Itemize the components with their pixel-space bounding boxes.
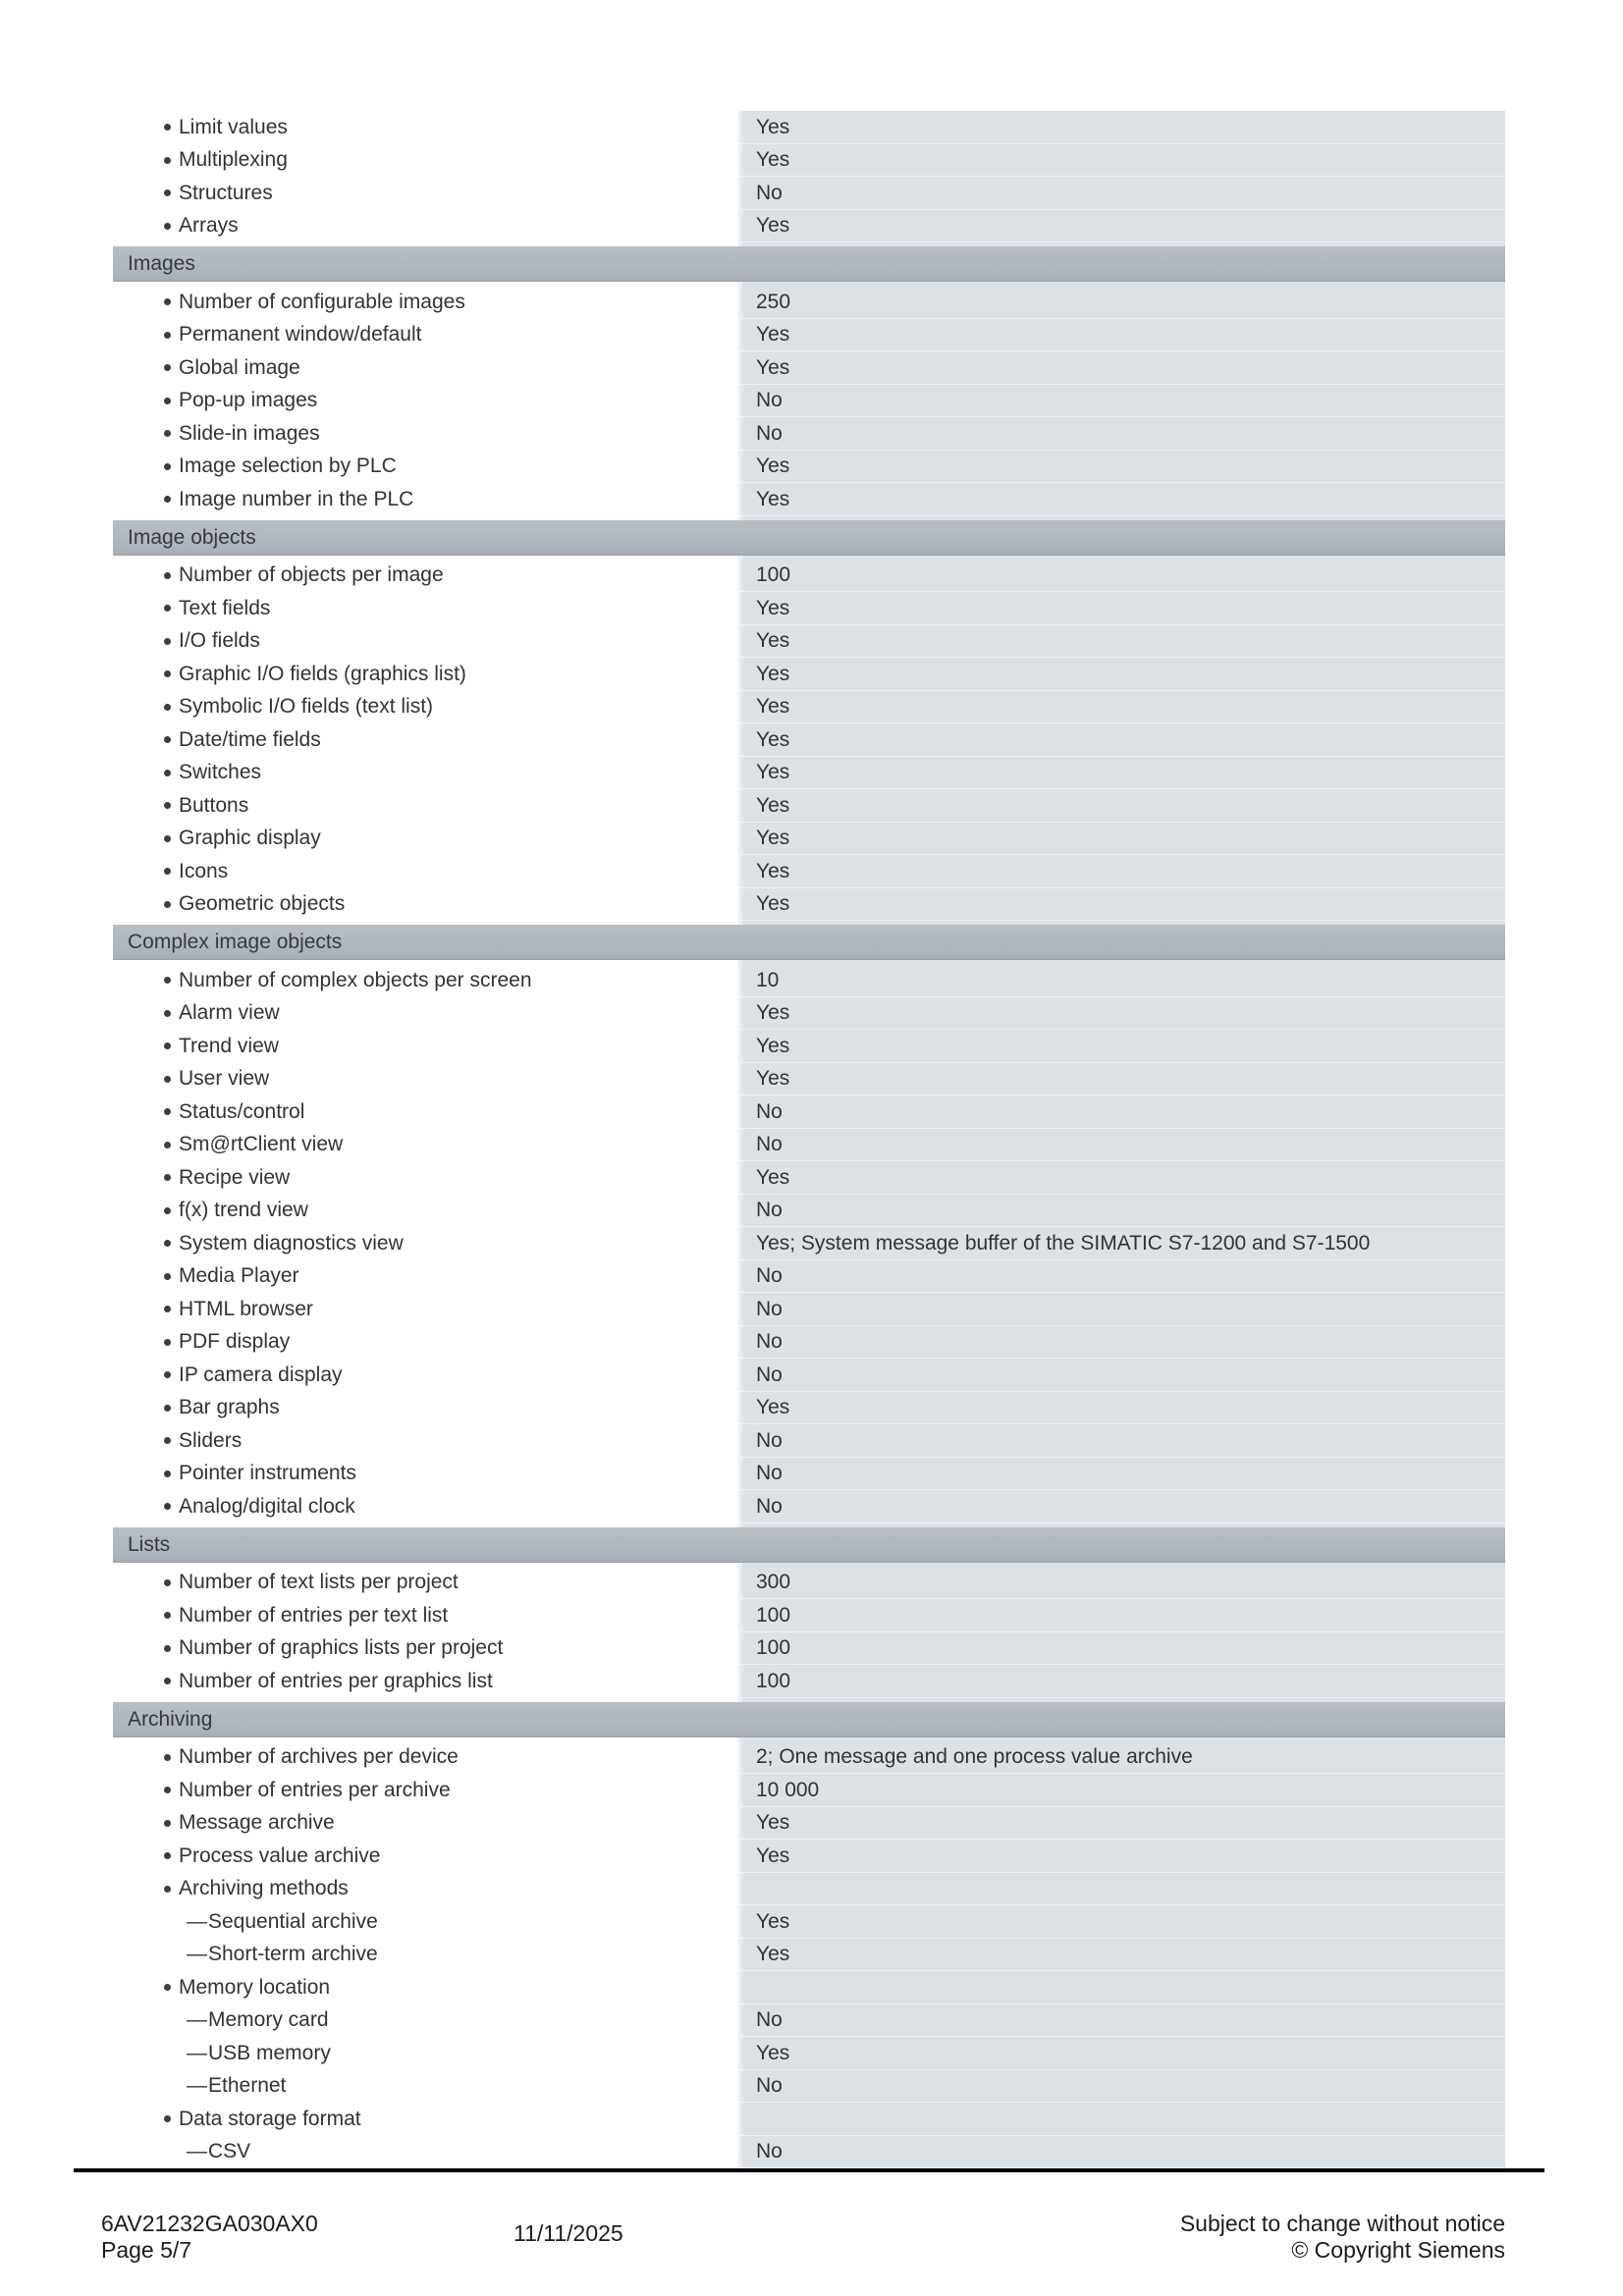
bullet-icon — [164, 572, 171, 579]
table-row — [113, 888, 1505, 922]
spec-label-cell — [113, 827, 738, 850]
bullet-icon — [164, 1371, 171, 1378]
spec-label: Recipe view — [179, 1165, 291, 1189]
table-row — [113, 111, 1505, 144]
bullet-icon — [164, 430, 171, 437]
spec-value: No — [738, 2004, 1505, 2038]
spec-label-cell — [113, 728, 738, 752]
table-row — [113, 1129, 1505, 1162]
spec-label: Image number in the PLC — [179, 487, 414, 510]
table-row — [113, 177, 1505, 210]
spec-label: Archiving methods — [179, 1877, 349, 1900]
table-row — [113, 1458, 1505, 1491]
footer-left — [101, 2211, 318, 2264]
spec-label: PDF display — [179, 1330, 291, 1354]
table-row — [113, 1293, 1505, 1326]
spec-label: Sm@rtClient view — [179, 1133, 344, 1156]
spec-value: No — [738, 1195, 1505, 1228]
spec-value: Yes — [738, 757, 1505, 790]
spec-label-cell — [113, 1067, 738, 1091]
table-row — [113, 1030, 1505, 1063]
bullet-icon — [164, 1142, 171, 1148]
spec-value: Yes — [738, 1807, 1505, 1841]
table-row — [113, 560, 1505, 593]
bullet-icon — [164, 1273, 171, 1280]
spec-label-cell — [113, 1976, 738, 2000]
spec-label: IP camera display — [179, 1362, 343, 1386]
copyright-notice: © Copyright Siemens — [1291, 2237, 1505, 2263]
spec-value: Yes — [738, 1161, 1505, 1195]
spec-label: Structures — [179, 181, 273, 204]
table-row — [113, 789, 1505, 823]
spec-label: Number of entries per graphics list — [179, 1669, 493, 1692]
table-row — [113, 691, 1505, 724]
spec-label: f(x) trend view — [179, 1199, 308, 1222]
spec-value: Yes — [738, 351, 1505, 385]
spec-label-cell — [113, 794, 738, 818]
bullet-icon — [164, 1852, 171, 1859]
bullet-icon — [164, 638, 171, 645]
spec-value: Yes — [738, 111, 1505, 144]
spec-label: Icons — [179, 859, 229, 882]
spec-label-cell — [113, 663, 738, 686]
spec-label-cell — [113, 1396, 738, 1419]
spec-label-cell — [113, 488, 738, 511]
spec-value — [738, 1971, 1505, 2004]
section-header-label: Image objects — [128, 525, 256, 549]
bullet-icon — [164, 1405, 171, 1412]
spec-label: Graphic I/O fields (graphics list) — [179, 662, 466, 685]
bullet-icon — [164, 364, 171, 371]
spec-value: No — [738, 1458, 1505, 1491]
table-row — [113, 1359, 1505, 1392]
bullet-icon — [164, 398, 171, 404]
spec-value: Yes — [738, 658, 1505, 691]
spec-label-cell — [113, 1811, 738, 1835]
bullet-icon — [164, 1108, 171, 1115]
spec-value: 10 000 — [738, 1774, 1505, 1807]
spec-label: Number of graphics lists per project — [179, 1636, 504, 1660]
dash-icon: — — [187, 2041, 207, 2064]
spec-label-cell — [113, 1100, 738, 1124]
spec-label-cell — [113, 2008, 738, 2032]
section-header — [113, 1527, 1505, 1563]
footer-right — [1180, 2211, 1505, 2264]
spec-label: Analog/digital clock — [179, 1494, 355, 1518]
spec-label-cell — [113, 454, 738, 478]
dash-icon: — — [187, 2008, 207, 2032]
bullet-icon — [164, 901, 171, 908]
bullet-icon — [164, 1010, 171, 1017]
table-row — [113, 417, 1505, 451]
spec-label: Number of archives per device — [179, 1745, 459, 1769]
bullet-icon — [164, 1503, 171, 1510]
table-row — [113, 997, 1505, 1031]
spec-table — [113, 111, 1505, 2168]
bullet-icon — [164, 189, 171, 196]
spec-value: 100 — [738, 560, 1505, 593]
bullet-icon — [164, 1787, 171, 1793]
article-number: 6AV21232GA030AX0 — [101, 2211, 318, 2236]
table-row — [113, 855, 1505, 888]
spec-value: No — [738, 2136, 1505, 2169]
spec-label-cell — [113, 116, 738, 139]
table-row — [113, 2037, 1505, 2070]
spec-value: No — [738, 1260, 1505, 1294]
spec-value: No — [738, 1424, 1505, 1458]
bullet-icon — [164, 1240, 171, 1247]
spec-label: Ethernet — [208, 2074, 287, 2098]
spec-value: Yes — [738, 1030, 1505, 1063]
bullet-icon — [164, 1754, 171, 1761]
spec-label: Short-term archive — [208, 1943, 378, 1966]
spec-label-cell — [113, 761, 738, 784]
bullet-icon — [164, 1042, 171, 1049]
spec-value: Yes — [738, 1840, 1505, 1873]
table-row — [113, 210, 1505, 243]
bullet-icon — [164, 1174, 171, 1181]
spec-label-cell — [113, 1462, 738, 1485]
bullet-icon — [164, 835, 171, 842]
spec-label: Text fields — [179, 596, 271, 619]
spec-value: Yes — [738, 319, 1505, 352]
spec-label: CSV — [208, 2140, 251, 2163]
bullet-icon — [164, 1306, 171, 1312]
spec-value: Yes — [738, 451, 1505, 484]
spec-label: Process value archive — [179, 1843, 381, 1867]
spec-value: Yes — [738, 210, 1505, 243]
spec-label: Date/time fields — [179, 727, 321, 751]
bullet-icon — [164, 1984, 171, 1991]
spec-label: Buttons — [179, 793, 249, 817]
spec-label: Pop-up images — [179, 389, 318, 412]
spec-label: Message archive — [179, 1811, 335, 1835]
spec-label-cell — [113, 969, 738, 992]
table-row — [113, 1392, 1505, 1425]
spec-label-cell — [113, 597, 738, 620]
table-row — [113, 757, 1505, 790]
section-header-label: Images — [128, 252, 195, 275]
section-header-label: Archiving — [128, 1707, 213, 1731]
spec-label: Global image — [179, 355, 300, 379]
bullet-icon — [164, 704, 171, 711]
spec-label-cell — [113, 356, 738, 380]
table-row — [113, 1939, 1505, 1972]
spec-label: Number of entries per archive — [179, 1778, 451, 1801]
bullet-icon — [164, 770, 171, 776]
spec-label: Number of objects per image — [179, 563, 444, 587]
bullet-icon — [164, 1076, 171, 1083]
spec-label-cell — [113, 1232, 738, 1255]
spec-value: 10 — [738, 964, 1505, 997]
spec-value: No — [738, 2070, 1505, 2104]
table-row — [113, 1599, 1505, 1632]
section-header-label: Lists — [128, 1532, 171, 1556]
spec-value: Yes — [738, 855, 1505, 888]
spec-value: No — [738, 1129, 1505, 1162]
bullet-icon — [164, 977, 171, 984]
section-header — [113, 520, 1505, 556]
spec-value: Yes — [738, 723, 1505, 757]
spec-value: Yes — [738, 1939, 1505, 1972]
spec-label-cell — [113, 1877, 738, 1900]
spec-label: Data storage format — [179, 2107, 361, 2130]
spec-label-cell — [113, 1330, 738, 1354]
dash-icon: — — [187, 1909, 207, 1933]
table-row — [113, 1195, 1505, 1228]
spec-label-cell — [113, 695, 738, 719]
table-row — [113, 1161, 1505, 1195]
bullet-icon — [164, 1207, 171, 1214]
spec-value: No — [738, 1095, 1505, 1129]
table-row — [113, 385, 1505, 418]
spec-label-cell — [113, 629, 738, 653]
spec-label-cell — [113, 1264, 738, 1288]
table-row — [113, 1424, 1505, 1458]
spec-label-cell — [113, 892, 738, 916]
spec-value — [738, 1873, 1505, 1906]
spec-label: User view — [179, 1067, 270, 1091]
spec-label: USB memory — [208, 2041, 331, 2064]
table-row — [113, 1632, 1505, 1666]
spec-value: Yes — [738, 2037, 1505, 2070]
spec-value: No — [738, 385, 1505, 418]
spec-label: Trend view — [179, 1034, 279, 1057]
spec-label: HTML browser — [179, 1297, 313, 1320]
table-row — [113, 451, 1505, 484]
table-row — [113, 351, 1505, 385]
bullet-icon — [164, 736, 171, 743]
footer-date: 11/11/2025 — [514, 2220, 623, 2246]
bullet-icon — [164, 298, 171, 305]
spec-value: No — [738, 177, 1505, 210]
spec-value: Yes — [738, 1905, 1505, 1939]
spec-label: Sliders — [179, 1428, 243, 1452]
spec-label-cell — [113, 1133, 738, 1156]
spec-value: 100 — [738, 1599, 1505, 1632]
spec-value — [738, 2103, 1505, 2136]
bullet-icon — [164, 670, 171, 677]
spec-label: Sequential archive — [208, 1909, 378, 1933]
table-row — [113, 964, 1505, 997]
bullet-icon — [164, 1886, 171, 1893]
bullet-icon — [164, 124, 171, 131]
spec-label-cell — [113, 1636, 738, 1660]
table-row — [113, 1971, 1505, 2004]
table-row — [113, 823, 1505, 856]
spec-value: No — [738, 1326, 1505, 1360]
spec-label-cell — [113, 2108, 738, 2131]
table-row — [113, 1741, 1505, 1775]
spec-label: Alarm view — [179, 1001, 280, 1025]
spec-label: Memory card — [208, 2008, 329, 2032]
spec-label-cell — [113, 1035, 738, 1058]
table-row — [113, 2103, 1505, 2136]
table-row — [113, 319, 1505, 352]
spec-label-cell — [113, 389, 738, 412]
spec-label-cell — [113, 860, 738, 883]
bullet-icon — [164, 463, 171, 470]
spec-label: Switches — [179, 761, 262, 784]
spec-value: Yes — [738, 483, 1505, 516]
bullet-icon — [164, 1612, 171, 1619]
footer-divider — [74, 2168, 1544, 2172]
spec-label: Image selection by PLC — [179, 454, 397, 478]
spec-label-cell — [113, 1670, 738, 1693]
spec-label: Multiplexing — [179, 148, 288, 172]
spec-value: Yes — [738, 592, 1505, 625]
spec-label: Number of entries per text list — [179, 1603, 449, 1627]
spec-label-cell — [113, 422, 738, 446]
table-row — [113, 1774, 1505, 1807]
bullet-icon — [164, 1470, 171, 1477]
table-row — [113, 625, 1505, 659]
spec-label-cell — [113, 2140, 738, 2163]
dash-icon: — — [187, 1943, 207, 1966]
spec-label: Status/control — [179, 1099, 305, 1123]
spec-label-cell — [113, 1495, 738, 1519]
spec-value: Yes — [738, 691, 1505, 724]
spec-label-cell — [113, 1943, 738, 1966]
dash-icon: — — [187, 2074, 207, 2098]
spec-value: No — [738, 1359, 1505, 1392]
spec-value: Yes — [738, 144, 1505, 178]
table-row — [113, 1063, 1505, 1096]
spec-value: 250 — [738, 286, 1505, 319]
spec-label-cell — [113, 2042, 738, 2065]
table-row — [113, 2136, 1505, 2169]
spec-label: Symbolic I/O fields (text list) — [179, 695, 434, 719]
spec-value: Yes — [738, 823, 1505, 856]
spec-label: Number of text lists per project — [179, 1571, 459, 1594]
table-row — [113, 592, 1505, 625]
section-header — [113, 246, 1505, 282]
bullet-icon — [164, 1820, 171, 1827]
spec-label: Number of complex objects per screen — [179, 968, 532, 991]
spec-label-cell — [113, 1298, 738, 1321]
spec-value: Yes — [738, 1063, 1505, 1096]
spec-label: Permanent window/default — [179, 323, 422, 347]
spec-value: No — [738, 1490, 1505, 1523]
table-row — [113, 1873, 1505, 1906]
table-row — [113, 658, 1505, 691]
table-row — [113, 1665, 1505, 1698]
spec-label: Slide-in images — [179, 421, 320, 445]
spec-label-cell — [113, 1779, 738, 1802]
dash-icon: — — [187, 2140, 207, 2163]
table-row — [113, 483, 1505, 516]
spec-label-cell — [113, 1844, 738, 1868]
spec-value: 100 — [738, 1665, 1505, 1698]
spec-value: Yes — [738, 997, 1505, 1031]
table-row — [113, 1807, 1505, 1841]
table-row — [113, 1567, 1505, 1600]
spec-label: I/O fields — [179, 629, 260, 653]
bullet-icon — [164, 2115, 171, 2122]
spec-label: Geometric objects — [179, 892, 346, 916]
bullet-icon — [164, 332, 171, 339]
table-row — [113, 1905, 1505, 1939]
table-row — [113, 1095, 1505, 1129]
spec-value: Yes — [738, 1392, 1505, 1425]
bullet-icon — [164, 1678, 171, 1684]
bullet-icon — [164, 496, 171, 503]
table-row — [113, 2070, 1505, 2104]
spec-label-cell — [113, 1199, 738, 1222]
table-row — [113, 2004, 1505, 2038]
bullet-icon — [164, 157, 171, 164]
spec-value: 300 — [738, 1567, 1505, 1600]
table-row — [113, 723, 1505, 757]
section-header — [113, 1702, 1505, 1737]
bullet-icon — [164, 1437, 171, 1444]
bullet-icon — [164, 1645, 171, 1652]
spec-label: Graphic display — [179, 827, 321, 850]
table-row — [113, 1260, 1505, 1294]
spec-label-cell — [113, 323, 738, 347]
bullet-icon — [164, 802, 171, 809]
spec-label-cell — [113, 1910, 738, 1934]
table-row — [113, 1326, 1505, 1360]
bullet-icon — [164, 1579, 171, 1586]
bullet-icon — [164, 223, 171, 230]
spec-label: Arrays — [179, 214, 239, 238]
spec-value: Yes — [738, 789, 1505, 823]
spec-label-cell — [113, 291, 738, 314]
spec-label-cell — [113, 148, 738, 172]
table-row — [113, 144, 1505, 178]
spec-label-cell — [113, 1429, 738, 1453]
spec-value: No — [738, 417, 1505, 451]
spec-label-cell — [113, 1001, 738, 1025]
change-notice: Subject to change without notice — [1179, 2211, 1505, 2236]
spec-label-cell — [113, 214, 738, 238]
spec-value: Yes — [738, 625, 1505, 659]
page-number: Page 5/7 — [101, 2237, 192, 2263]
spec-label-cell — [113, 1166, 738, 1190]
spec-label: Memory location — [179, 1975, 331, 1999]
bullet-icon — [164, 1339, 171, 1346]
spec-value: Yes — [738, 888, 1505, 922]
spec-label: System diagnostics view — [179, 1231, 404, 1255]
spec-label: Media Player — [179, 1264, 299, 1288]
spec-value: 2; One message and one process value archive — [738, 1741, 1505, 1775]
spec-label-cell — [113, 1604, 738, 1628]
spec-label-cell — [113, 182, 738, 205]
spec-label-cell — [113, 1363, 738, 1387]
spec-value: No — [738, 1293, 1505, 1326]
spec-label-cell — [113, 2074, 738, 2098]
bullet-icon — [164, 605, 171, 612]
table-row — [113, 286, 1505, 319]
section-header — [113, 925, 1505, 960]
table-row — [113, 1490, 1505, 1523]
table-row — [113, 1227, 1505, 1260]
spec-value: 100 — [738, 1632, 1505, 1666]
spec-label: Pointer instruments — [179, 1462, 356, 1485]
spec-label: Number of configurable images — [179, 290, 465, 313]
spec-label-cell — [113, 1745, 738, 1769]
section-header-label: Complex image objects — [128, 931, 343, 953]
spec-value: Yes; System message buffer of the SIMATIC S7-1200 and S7-1500 — [738, 1227, 1505, 1260]
spec-label-cell — [113, 563, 738, 587]
spec-label: Limit values — [179, 115, 288, 138]
table-row — [113, 1840, 1505, 1873]
spec-label: Bar graphs — [179, 1396, 280, 1419]
bullet-icon — [164, 868, 171, 875]
spec-label-cell — [113, 1571, 738, 1594]
